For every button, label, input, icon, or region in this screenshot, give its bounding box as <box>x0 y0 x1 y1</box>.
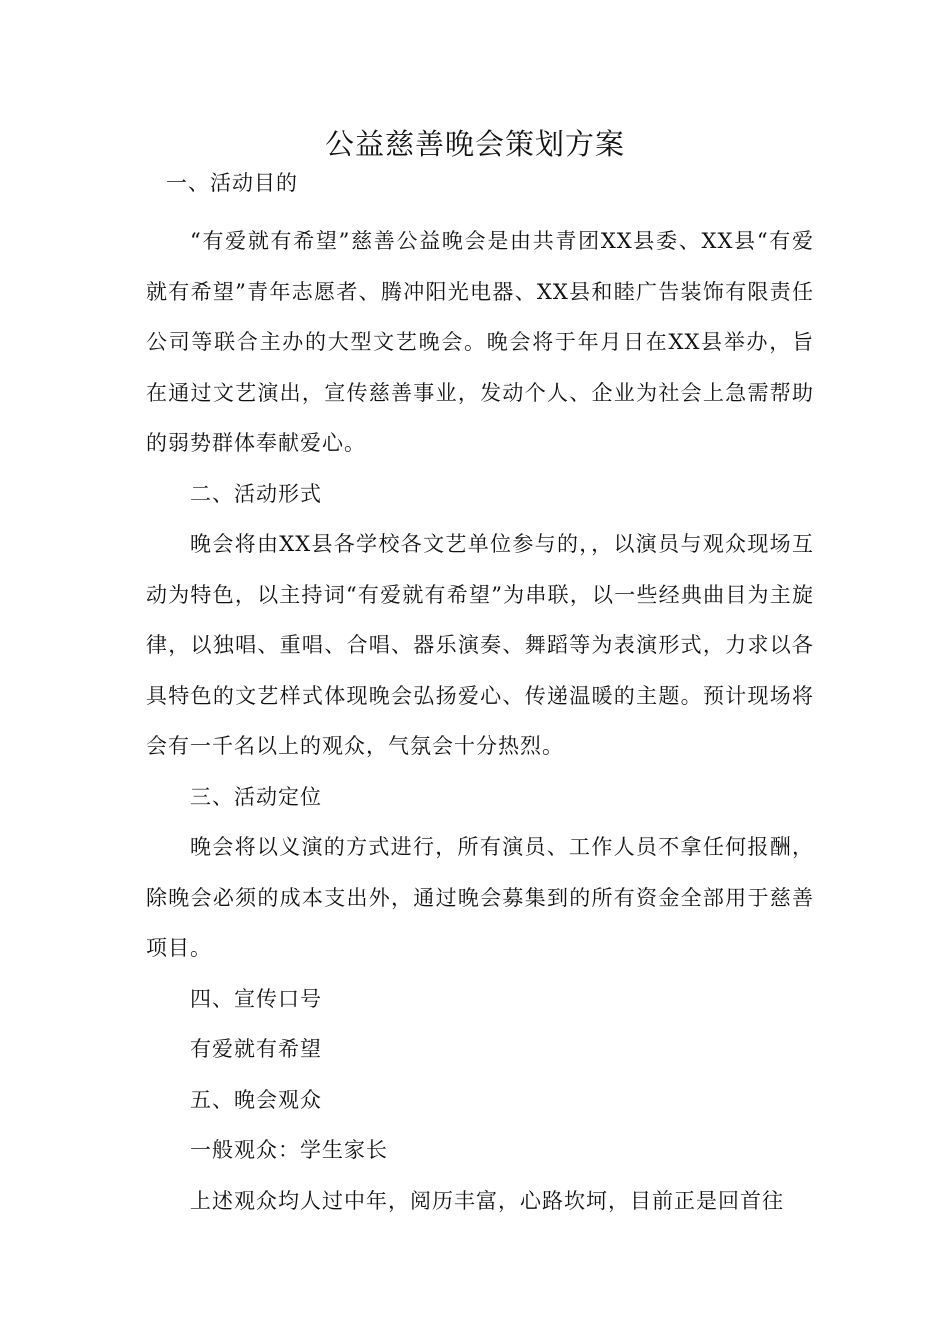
paragraph-audience-description: 上述观众均人过中年，阅历丰富，心路坎坷，目前正是回首往 <box>190 1188 784 1213</box>
section-heading-audience: 五、晚会观众 <box>190 1087 322 1112</box>
paragraph-purpose: “有爱就有希望”慈善公益晚会是由共青团XX县委、XX县“有爱就有希望”青年志愿者、腾冲阳光电器、XX县和睦广告装饰有限责任公司等联合主办的大型文艺晚会。晚会将于年月日在XX县举办，旨在通过文艺演出，宣传慈善事业，发动个人、企业为社会上急需帮助的弱势群体奉献爱心。 <box>146 229 814 455</box>
section-heading-format: 二、活动形式 <box>190 481 322 506</box>
paragraph-positioning: 晚会将以义演的方式进行，所有演员、工作人员不拿任何报酬，除晚会必须的成本支出外，通过晚会募集到的所有资金全部用于慈善项目。 <box>146 835 814 960</box>
paragraph-audience-general: 一般观众：学生家长 <box>190 1138 388 1162</box>
paragraph-format: 晚会将由XX县各学校各文艺单位参与的，，以演员与观众现场互动为特色，以主持词“有爱就有希望”为串联，以一些经典曲目为主旋律，以独唱、重唱、合唱、器乐演奏、舞蹈等为表演形式，力求以各具特色的文艺样式体现晚会弘扬爱心、传递温暖的主题。预计现场将会有一千名以上的观众，气氛会十分热烈。 <box>146 532 814 758</box>
section-heading-positioning: 三、活动定位 <box>190 784 322 809</box>
paragraph-slogan: 有爱就有希望 <box>190 1037 322 1061</box>
section-heading-purpose: 一、活动目的 <box>166 171 298 195</box>
section-heading-slogan: 四、宣传口号 <box>190 986 322 1011</box>
page-title: 公益慈善晚会策划方案 <box>324 127 625 161</box>
document-body <box>146 216 814 1226</box>
